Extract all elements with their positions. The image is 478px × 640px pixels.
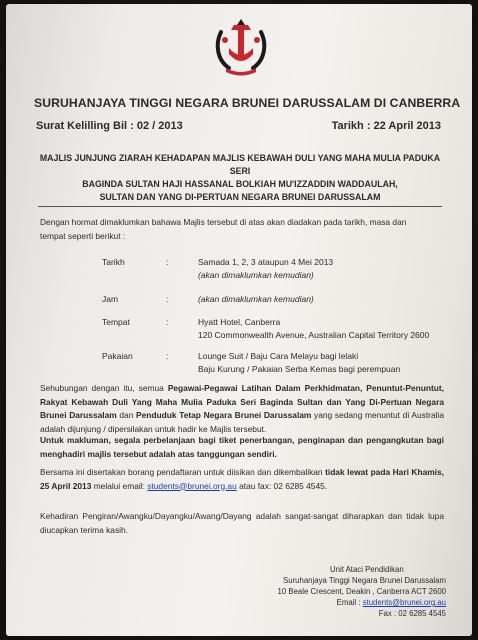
detail-separator: : [166,351,169,361]
detail-separator: : [166,317,169,327]
intro-line-2: tempat seperti berikut : [40,230,126,241]
detail-note: Baju Kurung / Pakaian Serba Kemas bagi perempuan [198,364,401,374]
detail-note: (akan dimaklumkan kemudian) [198,270,314,280]
intro-line-1: Dengan hormat dimaklumkan bahawa Majlis tersebut di atas akan diadakan pada tarikh, masa dan [40,217,407,227]
signature-email: Email : students@brunei.org.au [336,598,446,607]
signature-fax: Fax : 02 6285 4545 [378,609,446,618]
detail-separator: : [166,257,169,267]
detail-label: Tempat [102,317,130,327]
detail-value: Samada 1, 2, 3 ataupun 4 Mei 2013 [198,257,334,267]
subject-line-3: SULTAN DAN YANG DI-PERTUAN NEGARA BRUNEI DARUSSALAM [99,192,381,202]
circular-number: Surat Kelilling Bil : 02 / 2013 [36,120,183,132]
signature-address: 10 Beale Crescent, Deakin , Canberra ACT 2600 [277,587,446,596]
detail-label: Pakaian [102,351,133,361]
students-email-link[interactable]: students@brunei.org.au [147,480,237,491]
closing-paragraph: Kehadiran Pengiran/Awangku/Dayangku/Awang/Dayang adalah sangat-sangat diharapkan dan tidak lupa diucapkan terima kasih. [40,511,444,535]
organization-title: SURUHANJAYA TINGGI NEGARA BRUNEI DARUSSALAM DI CANBERRA [34,96,461,110]
subject-line-1: MAJLIS JUNJUNG ZIARAH KEHADAPAN MAJLIS KEBAWAH DULI YANG MAHA MULIA PADUKA SERI [39,153,441,176]
signature-org: Suruhanjaya Tinggi Negara Brunei Darussalam [283,576,446,585]
subject-heading [36,152,444,204]
detail-label: Jam [102,294,119,304]
brunei-crest-logo [211,18,271,78]
registration-paragraph: Bersama ini disertakan borang pendaftaran untuk diisikan dan dikembalikan tidak lewat pada Hari Khamis, 25 April 2013 melalui email: students@brunei.org.au atau fax: 02 6285 4545. [40,467,444,491]
subject-line-2: BAGINDA SULTAN HAJI HASSANAL BOLKIAH MU'IZZADDIN WADDAULAH, [82,179,398,189]
signature-email-link[interactable]: students@brunei.org.au [362,598,446,607]
document-page [6,4,472,636]
signature-block [264,564,446,619]
reference-line [36,120,441,132]
detail-value: Hyatt Hotel, Canberra [198,317,281,327]
divider [38,206,442,207]
signature-unit: Unit Ataci Pendidikan [330,565,404,574]
detail-note: 120 Commonwealth Avenue, Australian Capital Territory 2600 [198,330,430,340]
intro-paragraph [40,216,444,243]
detail-label: Tarikh [102,257,125,267]
letter-date: Tarikh : 22 April 2013 [331,120,441,132]
expenses-paragraph: Untuk makluman, segala perbelanjaan bagi tiket penerbangan, penginapan dan pengangkutan bagi menghadiri majlis tersebut adalah atas tanggungan sendiri. [40,435,444,459]
detail-separator: : [166,294,169,304]
detail-value: Lounge Suit / Baju Cara Melayu bagi lelaki [198,351,359,361]
attendance-paragraph: Sehubungan dengan itu, semua Pegawai-Pegawai Latihan Dalam Perkhidmatan, Penuntut-Penuntut, Rakyat Kebawah Duli Yang Maha Mulia Paduka Seri Baginda Sultan dan Yang Di-Pertuan Negara Brunei Darussalam dan Penduduk Tetap Negara Brunei Darussalam yang sedang menuntut di Australia adalah dijunjung / dipersilakan untuk hadir ke Majlis tersebut. [40,383,444,434]
detail-note: (akan dimaklumkan kemudian) [198,294,314,304]
